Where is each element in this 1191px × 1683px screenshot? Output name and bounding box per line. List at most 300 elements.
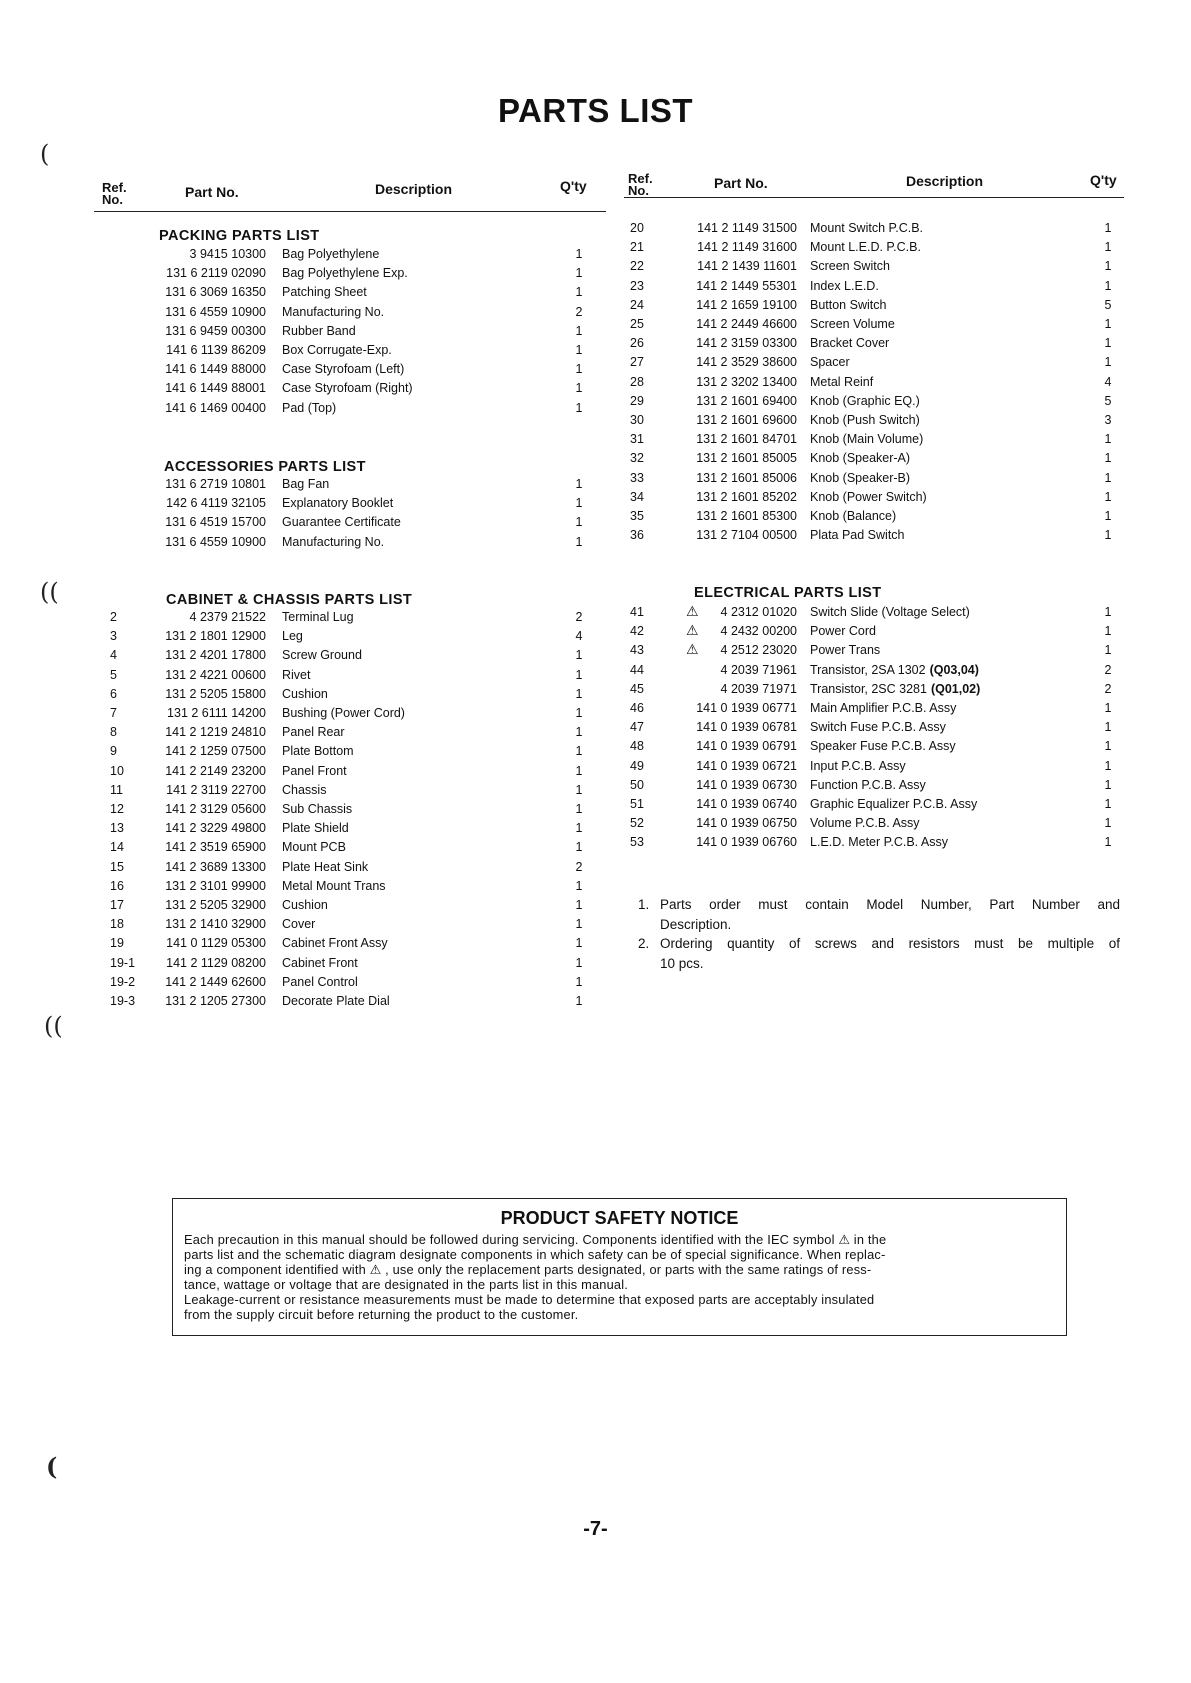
description-cell <box>810 720 946 734</box>
description-text: Power Cord <box>810 624 876 639</box>
description-cell <box>810 624 876 638</box>
table-row <box>0 279 1191 298</box>
qty-cell: 2 <box>1104 681 1112 696</box>
part-number-cell: 4 2039 71961 <box>720 662 797 677</box>
description-text: Sub Chassis <box>282 802 353 816</box>
qty-cell: 1 <box>575 840 583 855</box>
part-number-cell: 141 0 1939 06781 <box>696 720 797 735</box>
description-cell <box>810 451 910 465</box>
description-text: Chassis <box>282 782 327 797</box>
table-row <box>0 471 1191 490</box>
description-text: Mount L.E.D. P.C.B. <box>810 240 921 255</box>
table-row <box>0 994 1191 1013</box>
description-text: Explanatory Booklet <box>282 496 394 511</box>
description-text: Knob (Main Volume) <box>810 432 924 447</box>
description-cell <box>282 879 386 893</box>
description-text: Plate Shield <box>282 821 349 836</box>
description-text: Rivet <box>282 667 311 682</box>
description-text: Transistor, 2SC 3281 <box>810 681 927 696</box>
description-text: Panel Front <box>282 763 347 778</box>
qty-cell: 1 <box>575 362 583 377</box>
qty-cell: 1 <box>1104 221 1112 235</box>
description-text: Knob (Push Switch) <box>810 413 920 427</box>
ref-cell: 26 <box>630 336 644 351</box>
part-no-header: Part No. <box>185 184 239 200</box>
description-cell <box>810 797 977 811</box>
description-cell <box>282 936 388 950</box>
description-cell <box>282 917 315 931</box>
part-number-cell: 141 2 2149 23200 <box>165 763 266 778</box>
qty-cell: 1 <box>575 686 583 701</box>
description-cell <box>810 663 979 677</box>
ref-cell: 23 <box>630 278 644 293</box>
description-text: Cabinet Front Assy <box>282 936 388 951</box>
description-text: Switch Fuse P.C.B. Assy <box>810 720 946 735</box>
safety-notice-title: PRODUCT SAFETY NOTICE <box>500 1208 739 1228</box>
part-number-cell: 141 0 1939 06721 <box>696 758 797 773</box>
description-text: Volume P.C.B. Assy <box>810 816 920 831</box>
page-number: -7- <box>583 1518 608 1540</box>
ref-cell: 33 <box>630 470 644 485</box>
qty-cell: 1 <box>1104 432 1112 447</box>
part-number-cell: 131 2 1601 85202 <box>696 489 797 504</box>
margin-mark: (( <box>44 1012 63 1040</box>
transistor-position-label: (Q03,04) <box>929 662 979 677</box>
part-number-cell: 141 2 3519 65900 <box>165 840 266 855</box>
ref-cell: 13 <box>110 821 124 836</box>
table-row <box>0 336 1191 355</box>
qty-cell: 1 <box>575 974 583 989</box>
qty-cell: 1 <box>1104 240 1112 255</box>
description-text: Screen Volume <box>810 317 895 331</box>
safety-notice-text <box>184 1232 1059 1322</box>
qty-cell: 1 <box>575 667 583 682</box>
description-text: Case Styrofoam (Left) <box>282 362 405 377</box>
description-text: Plate Heat Sink <box>282 859 369 874</box>
description-cell <box>810 835 948 849</box>
qty-header: Q'ty <box>560 178 587 194</box>
table-row <box>0 860 1191 879</box>
qty-cell: 1 <box>1104 528 1112 543</box>
table-row <box>0 682 1191 701</box>
description-text: Speaker Fuse P.C.B. Assy <box>810 739 956 754</box>
qty-cell: 1 <box>575 725 583 740</box>
part-number-cell: 4 2379 21522 <box>189 610 266 624</box>
part-number-cell: 131 6 3069 16350 <box>165 285 266 300</box>
qty-cell: 1 <box>575 648 583 663</box>
packing-section-title: PACKING PARTS LIST <box>159 228 320 244</box>
description-header-right: Description <box>906 173 984 189</box>
ref-cell: 53 <box>630 835 644 850</box>
qty-cell: 3 <box>1104 413 1112 427</box>
ref-cell: 14 <box>110 840 124 855</box>
part-number-cell: 131 2 4201 17800 <box>165 648 266 663</box>
description-text: Bag Polyethylene Exp. <box>282 266 408 281</box>
description-cell <box>810 240 921 254</box>
description-text: Terminal Lug <box>282 610 354 624</box>
ref-cell: 11 <box>110 782 123 797</box>
qty-cell: 1 <box>575 936 583 951</box>
part-number-cell: 131 2 5205 32900 <box>165 898 266 912</box>
description-text: Manufacturing No. <box>282 534 385 549</box>
description-cell <box>810 279 879 293</box>
part-number-cell: 141 6 1469 00400 <box>165 400 266 415</box>
description-text: Leg <box>282 629 303 644</box>
qty-cell: 1 <box>575 515 583 530</box>
table-row <box>0 643 1191 662</box>
part-number-cell: 141 2 1449 62600 <box>165 974 266 989</box>
part-number-cell: 141 2 3529 38600 <box>696 355 797 370</box>
table-row <box>0 432 1191 451</box>
qty-cell: 1 <box>1104 470 1112 485</box>
description-text: Function P.C.B. Assy <box>810 777 926 792</box>
qty-cell: 1 <box>1104 605 1112 619</box>
part-number-cell: 141 2 1129 08200 <box>166 955 266 970</box>
part-number-cell: 131 2 1410 32900 <box>165 917 266 932</box>
table-row <box>0 759 1191 778</box>
description-cell <box>810 413 920 427</box>
description-text: Metal Mount Trans <box>282 878 386 893</box>
description-text: Cushion <box>282 686 328 701</box>
description-cell <box>810 759 906 773</box>
part-number-cell: 141 2 3159 03300 <box>696 336 797 351</box>
description-text: Panel Rear <box>282 725 345 740</box>
qty-cell: 1 <box>575 323 583 338</box>
qty-cell: 1 <box>575 821 583 836</box>
table-row <box>0 394 1191 413</box>
part-number-cell: 131 2 1601 84701 <box>696 432 797 447</box>
note-2-line-1: Ordering quantity of screws and resistors must be multiple of <box>660 936 1120 951</box>
qty-cell: 1 <box>575 955 583 970</box>
qty-cell: 1 <box>575 496 583 511</box>
description-text: Box Corrugate-Exp. <box>282 343 392 357</box>
qty-cell: 1 <box>1104 643 1112 658</box>
description-cell <box>282 898 328 912</box>
part-number-cell: 131 2 4221 00600 <box>165 667 266 682</box>
ref-cell: 5 <box>110 667 117 682</box>
ref-cell: 16 <box>110 878 124 893</box>
table-row <box>0 317 1191 336</box>
description-cell <box>810 394 920 408</box>
ref-cell: 21 <box>630 240 644 255</box>
notice-line: Leakage-current or resistance measurements must be made to determine that exposed parts are acceptably insulated <box>184 1292 875 1307</box>
table-row <box>0 956 1191 975</box>
description-text: Index L.E.D. <box>810 278 879 293</box>
description-text: Knob (Graphic EQ.) <box>810 393 920 408</box>
part-number-cell: 141 0 1939 06730 <box>696 777 797 792</box>
ref-cell: 25 <box>630 317 644 331</box>
note-1-line-2: Description. <box>660 917 732 932</box>
description-text: Plate Bottom <box>282 744 354 759</box>
part-number-cell: 131 2 1601 85300 <box>696 509 797 523</box>
part-number-cell: 141 2 3229 49800 <box>165 821 266 836</box>
table-row <box>0 816 1191 835</box>
ref-cell: 22 <box>630 259 644 274</box>
description-text: Mount PCB <box>282 840 346 855</box>
description-text: Screen Switch <box>810 259 890 274</box>
qty-cell: 1 <box>1104 489 1112 504</box>
description-cell <box>810 221 923 235</box>
table-row <box>0 720 1191 739</box>
qty-cell: 1 <box>1104 317 1112 331</box>
qty-cell: 1 <box>1104 777 1112 792</box>
part-number-cell: 141 2 3129 05600 <box>165 802 266 816</box>
qty-cell: 1 <box>575 802 583 816</box>
part-number-cell: 3 9415 10300 <box>189 247 266 261</box>
part-number-cell: 131 6 4559 10900 <box>165 304 266 319</box>
description-text: Knob (Speaker-B) <box>810 470 911 485</box>
qty-cell: 1 <box>575 994 583 1008</box>
margin-mark: ( <box>46 1452 58 1481</box>
table-row <box>0 528 1191 547</box>
electrical-section-title: ELECTRICAL PARTS LIST <box>694 585 882 601</box>
ref-cell: 3 <box>110 629 117 644</box>
description-text: Mount Switch P.C.B. <box>810 221 924 235</box>
part-number-cell: 142 6 4119 32105 <box>166 496 266 511</box>
part-number-cell: 141 0 1939 06750 <box>696 816 797 831</box>
qty-cell: 1 <box>1104 816 1112 831</box>
table-row <box>0 605 1191 624</box>
qty-cell: 1 <box>1104 259 1112 274</box>
ref-cell: 48 <box>630 739 644 754</box>
part-number-cell: 131 2 1601 85005 <box>696 451 797 466</box>
part-number-cell: 131 2 1601 69600 <box>696 413 797 427</box>
part-number-cell: 141 2 2449 46600 <box>696 317 797 331</box>
qty-cell: 1 <box>575 381 583 396</box>
description-text: Bag Polyethylene <box>282 247 380 261</box>
ref-cell: 17 <box>110 898 124 912</box>
table-row <box>0 663 1191 682</box>
description-text: Main Amplifier P.C.B. Assy <box>810 701 957 715</box>
description-text: Power Trans <box>810 643 881 658</box>
table-row <box>0 624 1191 643</box>
ref-cell: 44 <box>630 662 644 677</box>
description-header: Description <box>375 181 453 197</box>
qty-cell: 4 <box>575 629 583 644</box>
ref-no-header: Ref. No. <box>102 180 127 207</box>
description-cell <box>810 643 880 657</box>
part-number-cell: 141 0 1129 05300 <box>166 936 266 951</box>
description-cell <box>810 298 886 312</box>
part-number-cell: 141 0 1939 06740 <box>696 797 797 811</box>
ref-cell: 9 <box>110 744 117 759</box>
notice-line: tance, wattage or voltage that are designated in the parts list in this manual. <box>184 1277 629 1292</box>
qty-cell: 1 <box>575 917 583 932</box>
ref-cell: 4 <box>110 648 117 663</box>
part-number-cell: 4 2432 00200 <box>720 624 797 639</box>
ref-cell: 49 <box>630 758 644 773</box>
qty-cell: 5 <box>1104 297 1112 312</box>
part-number-cell: 141 2 1439 11601 <box>697 259 797 274</box>
description-text: Transistor, 2SA 1302 <box>810 662 926 677</box>
table-row <box>0 375 1191 394</box>
ref-cell: 2 <box>110 610 117 624</box>
warning-triangle-icon: ⚠ <box>686 603 699 619</box>
qty-cell: 2 <box>1104 662 1112 677</box>
ref-cell: 32 <box>630 451 644 466</box>
qty-cell: 1 <box>575 285 583 300</box>
description-text: Graphic Equalizer P.C.B. Assy <box>810 797 978 811</box>
description-text: Knob (Balance) <box>810 509 897 523</box>
description-text: Guarantee Certificate <box>282 515 401 530</box>
warning-triangle-icon: ⚠ <box>686 622 699 639</box>
qty-cell: 1 <box>1104 355 1112 370</box>
part-number-cell: 141 0 1939 06760 <box>696 835 797 850</box>
description-cell <box>810 739 956 753</box>
qty-cell: 2 <box>575 610 583 624</box>
ref-cell: 47 <box>630 720 644 735</box>
ref-cell: 6 <box>110 686 117 701</box>
ref-cell: 29 <box>630 393 644 408</box>
description-text: Bushing (Power Cord) <box>282 706 405 720</box>
ref-cell: 30 <box>630 413 644 427</box>
description-text: Knob (Power Switch) <box>810 489 927 504</box>
ref-cell: 28 <box>630 374 644 389</box>
description-cell <box>810 432 923 446</box>
part-number-cell: 141 2 1659 19100 <box>696 297 797 312</box>
table-row <box>0 298 1191 317</box>
description-text: L.E.D. Meter P.C.B. Assy <box>810 835 949 850</box>
qty-cell: 1 <box>575 400 583 415</box>
ref-cell: 50 <box>630 777 644 792</box>
note-2-number: 2. <box>638 936 650 951</box>
ref-cell: 45 <box>630 681 644 696</box>
part-number-cell: 131 6 2119 02090 <box>166 266 266 281</box>
description-text: Spacer <box>810 355 850 370</box>
margin-mark: (( <box>40 578 59 606</box>
description-cell <box>810 317 895 331</box>
description-text: Case Styrofoam (Right) <box>282 381 413 396</box>
ref-cell: 52 <box>630 816 644 831</box>
table-row <box>0 778 1191 797</box>
warning-triangle-icon: ⚠ <box>686 641 699 658</box>
description-text: Metal Reinf <box>810 374 874 389</box>
part-number-cell: 141 2 1449 55301 <box>696 278 797 293</box>
ref-cell: 43 <box>630 643 644 658</box>
ref-cell: 36 <box>630 528 644 543</box>
header-rule-right <box>624 197 1124 198</box>
description-text: Bracket Cover <box>810 336 890 351</box>
description-cell <box>282 975 358 989</box>
ref-cell: 24 <box>630 297 644 312</box>
qty-cell: 1 <box>575 477 583 491</box>
ref-cell: 19-1 <box>110 955 136 970</box>
note-2-line-2: 10 pcs. <box>660 956 704 971</box>
part-number-cell: 141 6 1449 88001 <box>165 381 266 396</box>
table-row <box>0 413 1191 432</box>
part-number-cell: 131 2 7104 00500 <box>696 528 797 543</box>
part-number-cell: 141 2 1149 31500 <box>697 221 797 235</box>
ref-cell: 10 <box>110 763 124 778</box>
part-number-cell: 4 2039 71971 <box>720 681 797 696</box>
description-cell <box>810 355 850 369</box>
qty-header-right: Q'ty <box>1090 172 1117 188</box>
part-number-cell: 131 2 3101 99900 <box>165 878 266 893</box>
description-cell <box>810 701 956 715</box>
table-row <box>0 739 1191 758</box>
part-number-cell: 131 6 9459 00300 <box>165 323 266 338</box>
description-text: Cabinet Front <box>282 955 358 970</box>
part-number-cell: 131 6 4559 10900 <box>165 534 266 549</box>
description-cell <box>810 490 927 504</box>
part-number-cell: 4 2312 01020 <box>720 605 797 619</box>
qty-cell: 1 <box>575 247 583 261</box>
table-row <box>0 451 1191 470</box>
part-number-cell: 141 2 1219 24810 <box>165 725 266 740</box>
part-number-cell: 141 6 1449 88000 <box>165 362 266 377</box>
table-row <box>0 701 1191 720</box>
qty-cell: 1 <box>1104 701 1112 715</box>
part-number-cell: 141 0 1939 06791 <box>696 739 797 754</box>
header-rule-left <box>94 211 606 212</box>
description-cell <box>810 509 896 523</box>
description-cell <box>810 605 970 619</box>
note-1-line-1: Parts order must contain Model Number, Part Number and <box>660 897 1120 912</box>
qty-cell: 1 <box>1104 720 1112 735</box>
description-text: Manufacturing No. <box>282 304 385 319</box>
description-cell <box>282 860 368 874</box>
qty-cell: 1 <box>1104 624 1112 639</box>
margin-mark: ( <box>40 140 50 168</box>
description-cell <box>810 682 980 696</box>
part-number-cell: 131 2 1601 69400 <box>696 393 797 408</box>
part-number-cell: 131 2 6111 14200 <box>167 706 266 720</box>
description-text: Decorate Plate Dial <box>282 994 390 1008</box>
notice-line: ing a component identified with ⚠ , use only the replacement parts designated, or parts with the same ratings of ress- <box>184 1262 872 1277</box>
part-number-cell: 131 2 1601 85006 <box>696 470 797 485</box>
qty-cell: 4 <box>1104 374 1112 389</box>
transistor-position-label: (Q01,02) <box>930 681 981 696</box>
qty-cell: 1 <box>575 744 583 759</box>
ref-cell: 12 <box>110 802 124 816</box>
description-text: Knob (Speaker-A) <box>810 451 911 466</box>
description-text: Bag Fan <box>282 477 330 491</box>
qty-cell: 1 <box>1104 451 1112 466</box>
page-title: PARTS LIST <box>497 92 694 129</box>
part-number-cell: 141 2 3689 13300 <box>165 859 266 874</box>
part-number-cell: 131 6 2719 10801 <box>165 477 266 491</box>
qty-cell: 2 <box>575 859 583 874</box>
description-text: Pad (Top) <box>282 400 337 415</box>
qty-cell: 1 <box>575 706 583 720</box>
part-number-cell: 141 0 1939 06771 <box>696 701 797 715</box>
description-text: Screw Ground <box>282 648 362 663</box>
description-cell <box>810 816 920 830</box>
ref-cell: 7 <box>110 706 117 720</box>
description-cell <box>810 471 910 485</box>
description-text: Rubber Band <box>282 323 356 338</box>
ref-cell: 8 <box>110 725 117 740</box>
ref-cell: 42 <box>630 624 644 639</box>
description-text: Input P.C.B. Assy <box>810 758 906 773</box>
table-row <box>0 835 1191 854</box>
table-row <box>0 259 1191 281</box>
qty-cell: 1 <box>575 266 583 281</box>
description-text: Cover <box>282 917 316 932</box>
description-cell <box>810 528 905 542</box>
accessories-section-title: ACCESSORIES PARTS LIST <box>164 459 366 475</box>
ref-cell: 46 <box>630 701 644 715</box>
qty-cell: 1 <box>1104 758 1112 773</box>
cabinet-section-title: CABINET & CHASSIS PARTS LIST <box>166 592 413 608</box>
table-row <box>0 240 1191 259</box>
description-cell <box>810 778 926 792</box>
description-text: Plata Pad Switch <box>810 528 905 543</box>
qty-cell: 1 <box>1104 336 1112 351</box>
ref-cell: 19-2 <box>110 974 136 989</box>
part-number-cell: 141 6 1139 86209 <box>166 343 266 357</box>
ref-cell: 51 <box>630 797 644 811</box>
